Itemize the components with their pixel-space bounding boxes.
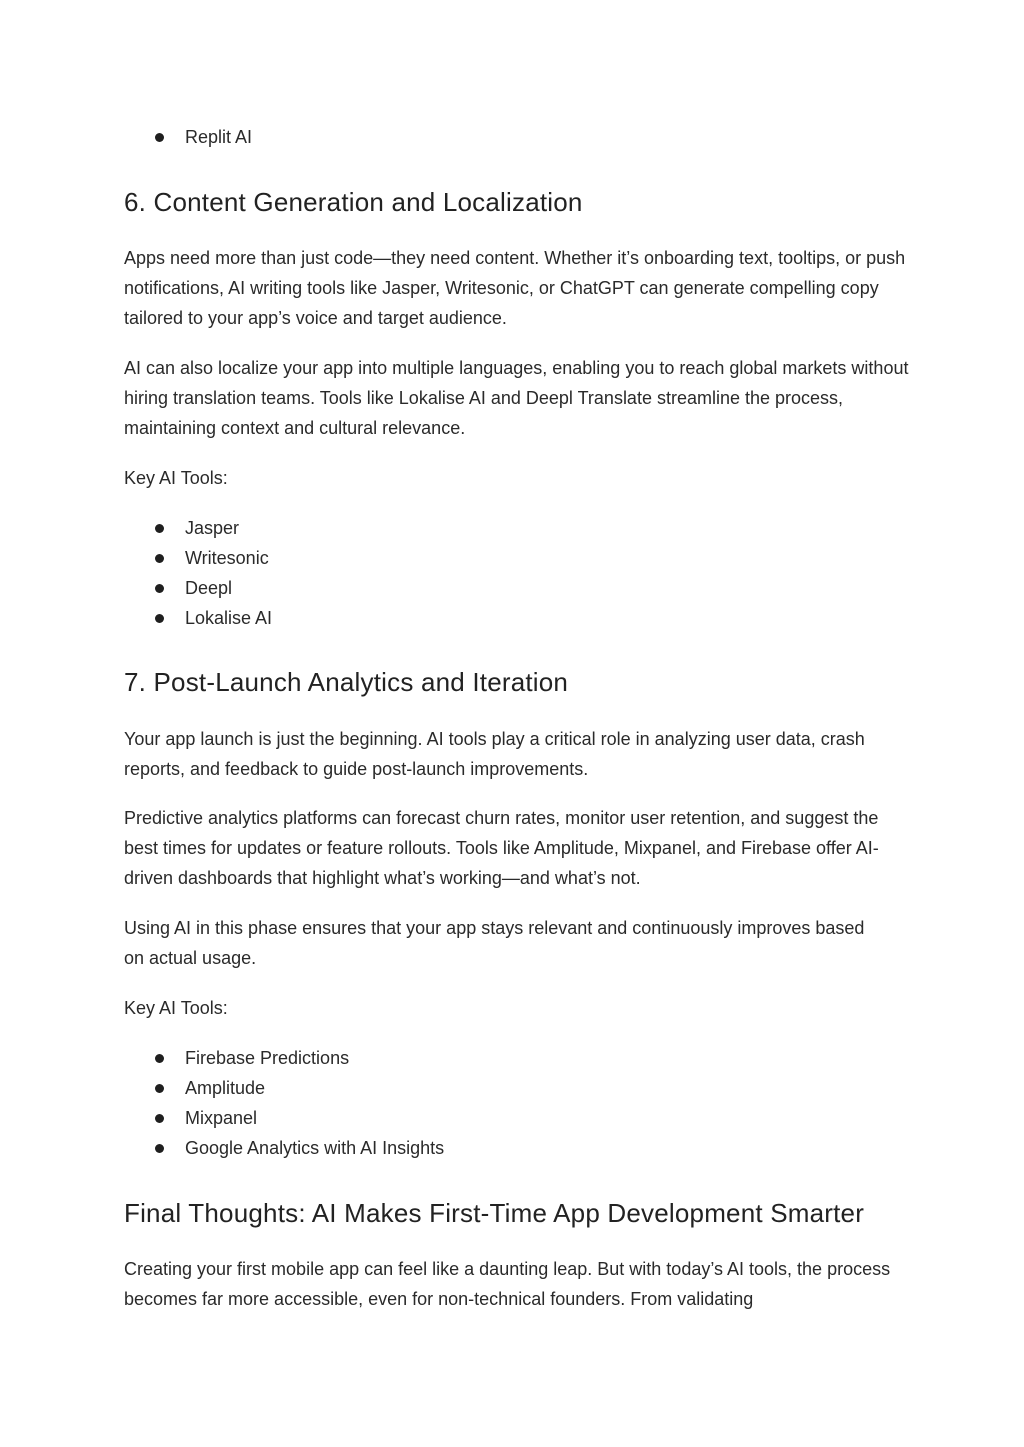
section7-paragraph-3: Using AI in this phase ensures that your app stays relevant and continuously improves based on actual usage.: [124, 918, 865, 968]
section6-paragraph-1: Apps need more than just code—they need content. Whether it’s onboarding text, tooltips, or push notifications, AI writing tools like Jasper, Writesonic, or ChatGPT can generate compelling copy tailored to your app’s voice and target audience.: [124, 248, 906, 328]
section-heading-6: 6. Content Generation and Localization: [124, 187, 583, 217]
list-item: [124, 1133, 914, 1163]
list-item: [124, 1043, 914, 1073]
top-bullet-list: [124, 122, 914, 152]
list-item: [124, 513, 914, 543]
section6-paragraph-2: AI can also localize your app into multiple languages, enabling you to reach global markets without hiring translation teams. Tools like Lokalise AI and Deepl Translate streamline the process, maintaining context and cultural relevance.: [124, 358, 909, 438]
section6-tools-label: Key AI Tools:: [124, 468, 228, 488]
list-item: [124, 603, 914, 633]
bullet-icon: [155, 1084, 164, 1093]
final-paragraph: Creating your first mobile app can feel like a daunting leap. But with today’s AI tools, the process becomes far more accessible, even for non-technical founders. From validating: [124, 1259, 891, 1309]
list-item: [124, 1103, 914, 1133]
list-item-text: Jasper: [185, 518, 240, 538]
bullet-icon: [155, 1144, 164, 1153]
section-heading-7: 7. Post-Launch Analytics and Iteration: [124, 667, 569, 697]
list-item-text: Mixpanel: [185, 1108, 258, 1128]
list-item-text: Amplitude: [185, 1078, 266, 1098]
bullet-icon: [155, 1054, 164, 1063]
list-item-text: Google Analytics with AI Insights: [185, 1138, 445, 1158]
section7-tools-label: Key AI Tools:: [124, 998, 228, 1018]
list-item: [124, 1073, 914, 1103]
bullet-icon: [155, 524, 164, 533]
list-item-text: Firebase Predictions: [185, 1048, 350, 1068]
bullet-icon: [155, 584, 164, 593]
section7-paragraph-1: Your app launch is just the beginning. AI tools play a critical role in analyzing user data, crash reports, and feedback to guide post-launch improvements.: [124, 729, 865, 779]
bullet-icon: [155, 554, 164, 563]
bullet-icon: [155, 614, 164, 623]
list-item: [124, 122, 914, 152]
section7-paragraph-2: Predictive analytics platforms can forecast churn rates, monitor user retention, and suggest the best times for updates or feature rollouts. Tools like Amplitude, Mixpanel, and Firebase offer AI-driven dashboards that highlight what’s working—and what’s not.: [124, 808, 879, 888]
list-item: [124, 543, 914, 573]
bullet-icon: [155, 133, 164, 142]
list-item-text: Deepl: [185, 578, 233, 598]
section-heading-final: Final Thoughts: AI Makes First-Time App Development Smarter: [124, 1198, 865, 1228]
list-item-text: Replit AI: [185, 127, 253, 147]
list-item: [124, 573, 914, 603]
list-item-text: Writesonic: [185, 548, 269, 568]
section6-tools-list: [124, 513, 914, 633]
list-item-text: Lokalise AI: [185, 608, 273, 628]
bullet-icon: [155, 1114, 164, 1123]
section7-tools-list: [124, 1043, 914, 1163]
